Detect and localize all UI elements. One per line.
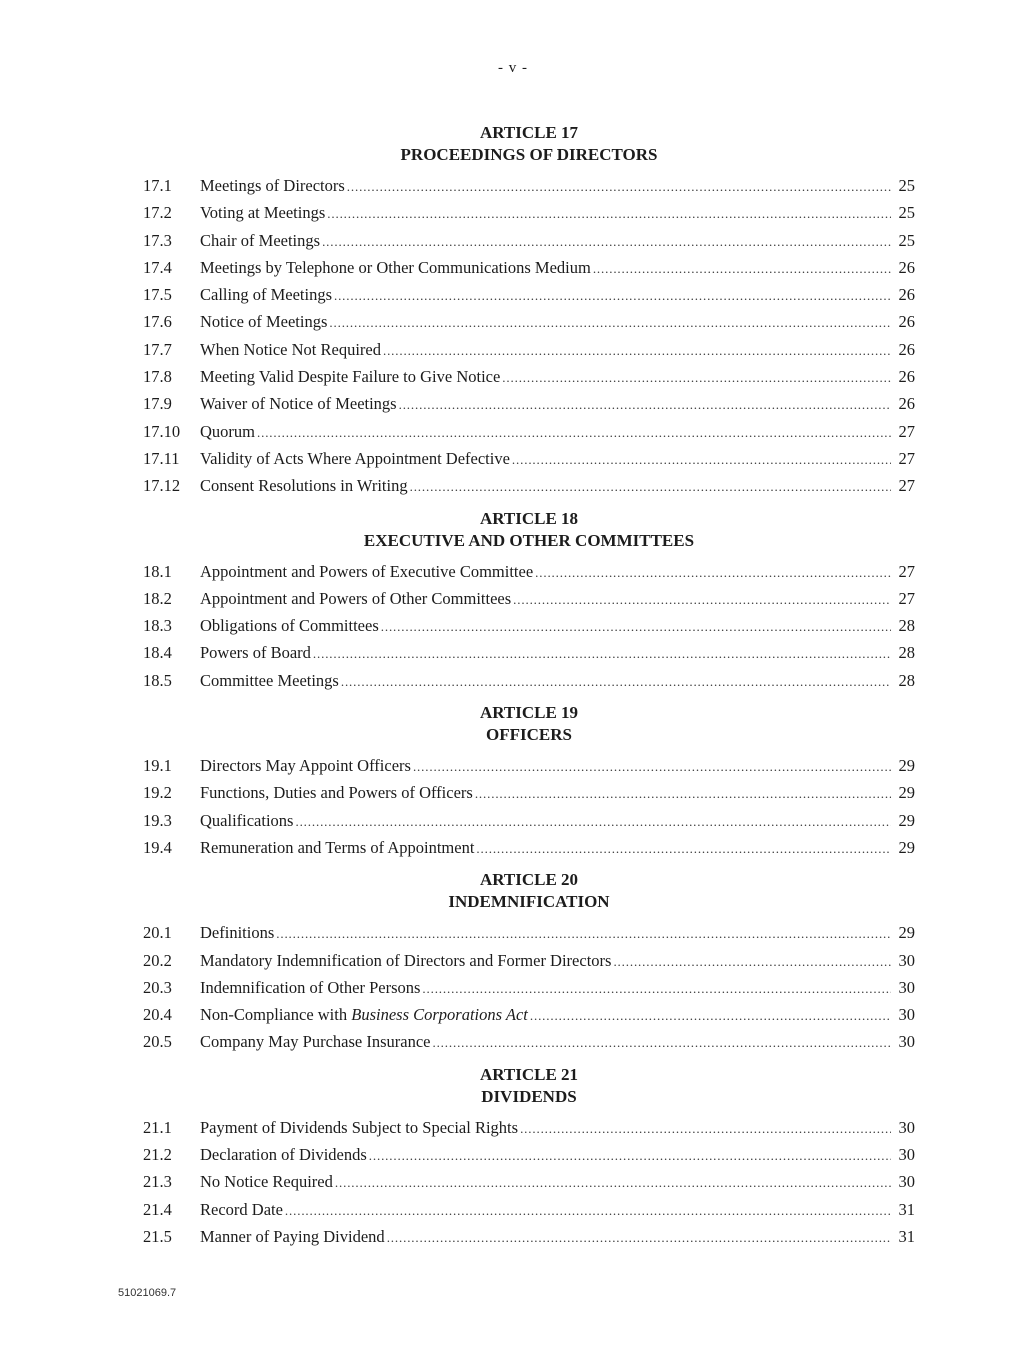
article-number: ARTICLE 21 (479, 1064, 579, 1084)
toc-entry (143, 1223, 915, 1250)
section-title (200, 363, 500, 390)
page-reference: 29 (898, 837, 915, 857)
section-title (200, 1001, 528, 1028)
section-title (200, 227, 320, 254)
toc-entry (143, 418, 915, 445)
section-title (200, 667, 339, 694)
article-section (143, 122, 915, 500)
toc-entry-list (143, 1114, 915, 1250)
section-title (200, 308, 327, 335)
section-number: 18.4 (143, 643, 172, 663)
section-title-text: Manner of Paying Dividend (200, 1226, 385, 1246)
section-title (200, 947, 611, 974)
section-title-text: Functions, Duties and Powers of Officers (200, 783, 473, 803)
section-title-italic: Business Corporations Act (351, 1005, 528, 1025)
dot-leader (410, 473, 891, 500)
section-title-text: Calling of Meetings (200, 285, 332, 305)
section-number: 17.7 (143, 339, 172, 359)
section-title-text: Committee Meetings (200, 670, 339, 690)
page-reference: 26 (898, 257, 915, 277)
dot-leader (381, 613, 891, 640)
page-reference: 30 (898, 1005, 915, 1025)
article-heading (143, 508, 915, 552)
page-reference: 30 (898, 977, 915, 997)
section-title (200, 1168, 333, 1195)
article-title: INDEMNIFICATION (448, 892, 610, 912)
page-reference: 28 (898, 670, 915, 690)
section-title-text: Chair of Meetings (200, 230, 321, 250)
section-title (200, 639, 311, 666)
toc-entry (143, 667, 915, 694)
dot-leader (432, 1029, 891, 1056)
section-title-text: When Notice Not Required (200, 339, 381, 359)
toc-entry (143, 445, 915, 472)
section-number: 17.12 (143, 476, 181, 496)
dot-leader (276, 920, 891, 947)
page-reference: 31 (898, 1199, 915, 1219)
toc-entry (143, 752, 915, 779)
section-title-text: Remuneration and Terms of Appointment (200, 837, 475, 857)
dot-leader (313, 640, 891, 667)
article-heading (143, 869, 915, 913)
section-title-text: Indemnification of Other Persons (200, 977, 421, 997)
toc-entry (143, 1168, 915, 1195)
toc-entry (143, 199, 915, 226)
toc-entry (143, 834, 915, 861)
article-section (143, 869, 915, 1055)
toc-entry-list (143, 919, 915, 1055)
page-reference: 29 (898, 923, 915, 943)
toc-entry-list (143, 752, 915, 861)
dot-leader (341, 668, 891, 695)
section-number: 18.3 (143, 616, 172, 636)
section-title (200, 919, 274, 946)
dot-leader (399, 391, 891, 418)
toc-entry (143, 585, 915, 612)
toc-entry (143, 363, 915, 390)
section-title-text: Qualifications (200, 810, 294, 830)
page-reference: 28 (898, 616, 915, 636)
section-number: 20.3 (143, 977, 172, 997)
toc-entry (143, 1141, 915, 1168)
toc-entry (143, 1028, 915, 1055)
toc-entry (143, 612, 915, 639)
dot-leader (347, 173, 891, 200)
article-section (143, 508, 915, 694)
page-reference: 29 (898, 756, 915, 776)
toc-entry (143, 639, 915, 666)
dot-leader (285, 1197, 891, 1224)
page-reference: 29 (898, 783, 915, 803)
dot-leader (413, 753, 891, 780)
toc-entry (143, 919, 915, 946)
section-number: 21.3 (143, 1172, 172, 1192)
page-reference: 30 (898, 1032, 915, 1052)
section-title (200, 199, 325, 226)
section-number: 18.2 (143, 588, 172, 608)
section-number: 17.5 (143, 285, 172, 305)
section-title-text: Non-Compliance with (200, 1005, 352, 1025)
toc-entry (143, 947, 915, 974)
dot-leader (476, 835, 891, 862)
toc-entry (143, 472, 915, 499)
section-title (200, 418, 255, 445)
section-title (200, 752, 411, 779)
page-reference: 30 (898, 950, 915, 970)
section-title-text: Mandatory Indemnification of Directors and Former Directors (200, 950, 612, 970)
article-title: OFFICERS (486, 725, 572, 745)
dot-leader (329, 309, 891, 336)
dot-leader (512, 446, 891, 473)
section-number: 21.4 (143, 1199, 172, 1219)
section-number: 21.2 (143, 1145, 172, 1165)
dot-leader (530, 1002, 891, 1029)
section-title-text: Declaration of Dividends (200, 1145, 367, 1165)
dot-leader (520, 1115, 891, 1142)
dot-leader (502, 364, 891, 391)
section-title-text: No Notice Required (200, 1172, 333, 1192)
dot-leader (295, 808, 891, 835)
section-number: 20.1 (143, 923, 172, 943)
section-number: 21.5 (143, 1226, 172, 1246)
section-number: 19.4 (143, 837, 172, 857)
section-title (200, 172, 345, 199)
toc-entry (143, 974, 915, 1001)
section-number: 17.11 (143, 448, 180, 468)
section-number: 19.2 (143, 783, 172, 803)
section-title (200, 974, 420, 1001)
toc-entry (143, 281, 915, 308)
toc-entry (143, 1114, 915, 1141)
toc-entry (143, 807, 915, 834)
section-title (200, 779, 473, 806)
section-title-text: Consent Resolutions in Writing (200, 476, 408, 496)
section-title (200, 390, 397, 417)
toc-entry (143, 779, 915, 806)
dot-leader (475, 780, 891, 807)
dot-leader (334, 282, 891, 309)
toc-entry (143, 390, 915, 417)
section-title-text: Definitions (200, 923, 275, 943)
toc-entry (143, 227, 915, 254)
dot-leader (369, 1142, 891, 1169)
section-title (200, 1141, 367, 1168)
toc-entry (143, 172, 915, 199)
article-title: EXECUTIVE AND OTHER COMMITTEES (363, 530, 695, 550)
section-title-text: Voting at Meetings (200, 203, 326, 223)
document-id: 51021069.7 (118, 1287, 177, 1299)
section-title (200, 1196, 283, 1223)
dot-leader (383, 337, 891, 364)
section-number: 17.6 (143, 312, 172, 332)
article-title: DIVIDENDS (481, 1086, 577, 1106)
page-reference: 27 (898, 476, 915, 496)
dot-leader (387, 1224, 891, 1251)
page-reference: 28 (898, 643, 915, 663)
page-reference: 25 (898, 176, 915, 195)
section-title-text: Company May Purchase Insurance (200, 1032, 431, 1052)
section-title (200, 585, 511, 612)
section-title (200, 254, 591, 281)
article-number: ARTICLE 17 (479, 123, 579, 142)
section-number: 17.3 (143, 230, 172, 250)
dot-leader (327, 200, 891, 227)
section-number: 17.4 (143, 257, 172, 277)
page-reference: 29 (898, 810, 915, 830)
dot-leader (422, 975, 891, 1002)
article-heading (143, 122, 915, 166)
section-title-text: Payment of Dividends Subject to Special Rights (200, 1117, 519, 1137)
section-title-text: Notice of Meetings (200, 312, 328, 332)
toc-entry (143, 336, 915, 363)
article-heading (143, 702, 915, 746)
dot-leader (535, 559, 891, 586)
page-reference: 27 (898, 561, 915, 581)
toc-entry (143, 1196, 915, 1223)
section-number: 20.5 (143, 1032, 172, 1052)
dot-leader (613, 948, 891, 975)
article-number: ARTICLE 19 (479, 703, 579, 723)
page-reference: 27 (898, 448, 915, 468)
toc-entry (143, 254, 915, 281)
article-number: ARTICLE 20 (479, 870, 579, 890)
section-number: 17.8 (143, 367, 172, 387)
section-title-text: Validity of Acts Where Appointment Defective (200, 448, 510, 468)
section-title-text: Directors May Appoint Officers (200, 756, 411, 776)
toc-entry (143, 1001, 915, 1028)
page-reference: 26 (898, 285, 915, 305)
page-reference: 26 (898, 394, 915, 414)
article-heading (143, 1064, 915, 1108)
section-number: 17.1 (143, 176, 172, 195)
section-title (200, 834, 474, 861)
section-title (200, 1028, 430, 1055)
section-title-text: Meetings by Telephone or Other Communications Medium (200, 257, 591, 277)
section-title (200, 445, 510, 472)
page-reference: 25 (898, 230, 915, 250)
page-reference: 30 (898, 1172, 915, 1192)
section-title (200, 1223, 385, 1250)
section-title (200, 281, 332, 308)
dot-leader (593, 255, 891, 282)
article-section (143, 1064, 915, 1250)
page-reference: 30 (898, 1145, 915, 1165)
section-title (200, 558, 533, 585)
page-reference: 25 (898, 203, 915, 223)
section-title (200, 612, 379, 639)
section-number: 17.2 (143, 203, 172, 223)
section-title-text: Powers of Board (200, 643, 311, 663)
section-title-text: Quorum (200, 421, 255, 441)
page-reference: 30 (898, 1117, 915, 1137)
section-number: 18.1 (143, 561, 172, 581)
page-number: - v - (498, 60, 528, 76)
page-reference: 26 (898, 367, 915, 387)
section-number: 17.10 (143, 421, 181, 441)
toc-entry-list (143, 172, 915, 500)
page-reference: 26 (898, 312, 915, 332)
dot-leader (322, 228, 891, 255)
article-title: PROCEEDINGS OF DIRECTORS (400, 145, 658, 164)
section-title (200, 472, 408, 499)
page-reference: 31 (898, 1226, 915, 1246)
section-title-text: Meetings of Directors (200, 176, 345, 195)
dot-leader (335, 1169, 891, 1196)
page-reference: 27 (898, 588, 915, 608)
page-reference: 26 (898, 339, 915, 359)
dot-leader (257, 419, 891, 446)
section-title (200, 1114, 518, 1141)
table-of-contents (143, 122, 915, 1252)
toc-entry-list (143, 558, 915, 694)
article-number: ARTICLE 18 (479, 508, 579, 528)
section-title-text: Waiver of Notice of Meetings (200, 394, 397, 414)
section-title-text: Appointment and Powers of Other Committees (200, 588, 512, 608)
section-title-text: Meeting Valid Despite Failure to Give Notice (200, 367, 501, 387)
section-title-text: Obligations of Committees (200, 616, 379, 636)
toc-entry (143, 558, 915, 585)
page-reference: 27 (898, 421, 915, 441)
section-title-text: Record Date (200, 1199, 283, 1219)
section-title (200, 336, 381, 363)
section-number: 19.1 (143, 756, 172, 776)
section-number: 17.9 (143, 394, 172, 414)
article-section (143, 702, 915, 861)
section-title-text: Appointment and Powers of Executive Committee (200, 561, 534, 581)
dot-leader (513, 586, 891, 613)
section-number: 18.5 (143, 670, 172, 690)
section-number: 20.2 (143, 950, 172, 970)
section-number: 19.3 (143, 810, 172, 830)
section-number: 21.1 (143, 1117, 172, 1137)
section-number: 20.4 (143, 1005, 172, 1025)
toc-entry (143, 308, 915, 335)
section-title (200, 807, 293, 834)
